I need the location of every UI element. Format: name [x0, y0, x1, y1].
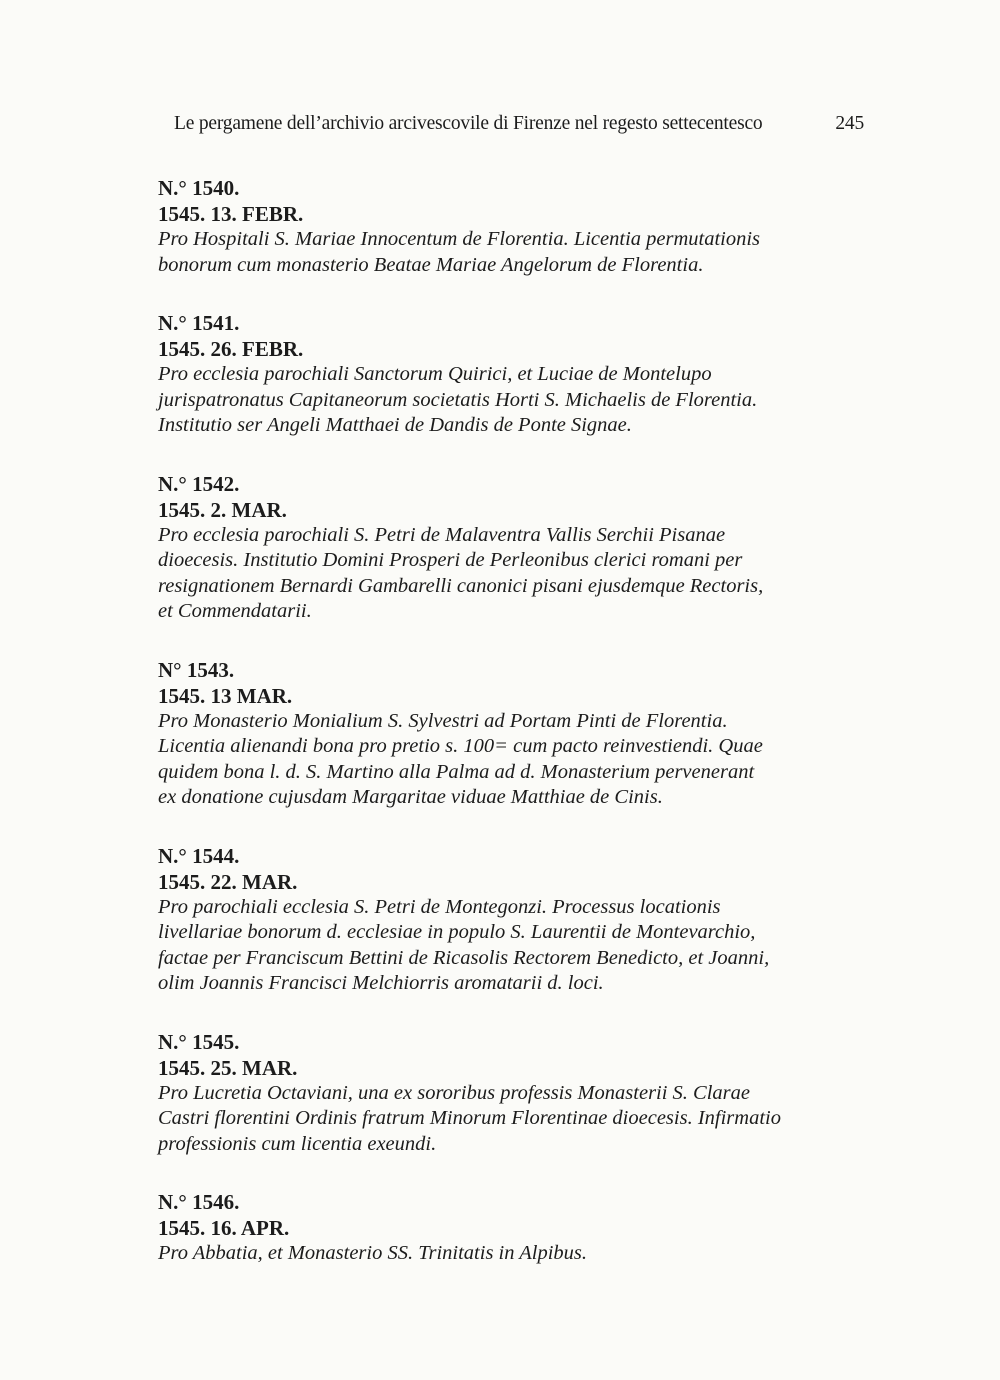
entry-text	[158, 895, 868, 997]
entry-text-line: et Commendatarii.	[158, 600, 312, 622]
running-header	[174, 113, 864, 135]
regesto-entry	[158, 657, 868, 811]
entry-number: N.° 1545.	[158, 1029, 240, 1054]
entry-text-line: Pro Lucretia Octaviani, una ex sororibus professis Monasterii S. Clarae	[158, 1081, 751, 1104]
entry-date: 1545. 16. APR.	[158, 1216, 290, 1240]
entry-number: N° 1543.	[158, 657, 235, 682]
entry-text-line: Pro Abbatia, et Monasterio SS. Trinitatis in Alpibus.	[158, 1242, 588, 1264]
regesto-entry	[158, 843, 868, 997]
entry-text-line: Pro ecclesia parochiali Sanctorum Quirici, et Luciae de Montelupo	[158, 363, 712, 385]
entry-text-line: bonorum cum monasterio Beatae Mariae Angelorum de Florentia.	[158, 253, 704, 276]
entry-date: 1545. 13 MAR.	[158, 683, 293, 708]
entry-text-line: professionis cum licentia exeundi.	[158, 1132, 437, 1155]
regesto-entry	[158, 175, 868, 278]
entry-number: N.° 1546.	[158, 1190, 240, 1214]
entry-date: 1545. 22. MAR.	[158, 869, 298, 894]
regesto-entry	[158, 310, 868, 439]
entry-date: 1545. 26. FEBR.	[158, 337, 304, 361]
regesto-entry	[158, 1189, 868, 1267]
entry-number: N.° 1544.	[158, 843, 240, 868]
entry-text-line: livellariae bonorum d. ecclesiae in populo S. Laurentii de Montevarchio,	[158, 921, 756, 943]
entry-text-line: factae per Franciscum Bettini de Ricasolis Rectorem Benedicto, et Joanni,	[158, 946, 770, 969]
entry-number: N.° 1541.	[158, 311, 240, 335]
entry-text-line: resignationem Bernardi Gambarelli canonici pisani ejusdemque Rectoris,	[158, 574, 764, 597]
entry-text-line: Licentia alienandi bona pro pretio s. 100= cum pacto reinvestiendi. Quae	[158, 735, 763, 757]
entry-text	[158, 709, 868, 811]
entry-text-line: ex donatione cujusdam Margaritae viduae Matthiae de Cinis.	[158, 786, 663, 808]
entry-text-line: olim Joannis Francisci Melchiorris aromatarii d. loci.	[158, 972, 604, 994]
entry-text	[158, 523, 868, 625]
entry-text-line: Castri florentini Ordinis fratrum Minorum Florentinae dioecesis. Infirmatio	[158, 1107, 781, 1129]
entry-number: N.° 1542.	[158, 471, 240, 496]
entry-text-line: quidem bona l. d. S. Martino alla Palma ad d. Monasterium pervenerant	[158, 760, 755, 783]
entry-text	[158, 1241, 868, 1267]
entry-text	[158, 227, 868, 278]
entry-text-line: Pro ecclesia parochiali S. Petri de Malaventra Vallis Serchii Pisanae	[158, 523, 726, 546]
regesto-entry	[158, 471, 868, 625]
entry-text-line: jurispatronatus Capitaneorum societatis Horti S. Michaelis de Florentia.	[158, 388, 758, 411]
entries-list	[158, 175, 868, 1299]
entry-text-line: Pro Monasterio Monialium S. Sylvestri ad Portam Pinti de Florentia.	[158, 709, 728, 732]
entry-number: N.° 1540.	[158, 176, 240, 200]
entry-text-line: Pro Hospitali S. Mariae Innocentum de Florentia. Licentia permutationis	[158, 228, 761, 250]
entry-text-line: Institutio ser Angeli Matthaei de Dandis de Ponte Signae.	[158, 414, 632, 436]
running-header-title: Le pergamene dell’archivio arcivescovile di Firenze nel regesto settecentesco	[174, 113, 763, 134]
entry-date: 1545. 25. MAR.	[158, 1055, 298, 1080]
entry-text-line: Pro parochiali ecclesia S. Petri de Montegonzi. Processus locationis	[158, 895, 721, 918]
regesto-entry	[158, 1029, 868, 1158]
page-number: 245	[835, 113, 864, 134]
entry-date: 1545. 2. MAR.	[158, 497, 287, 522]
entry-date: 1545. 13. FEBR.	[158, 202, 304, 226]
entry-text	[158, 362, 868, 439]
entry-text-line: dioecesis. Institutio Domini Prosperi de Perleonibus clerici romani per	[158, 549, 743, 571]
entry-text	[158, 1081, 868, 1158]
